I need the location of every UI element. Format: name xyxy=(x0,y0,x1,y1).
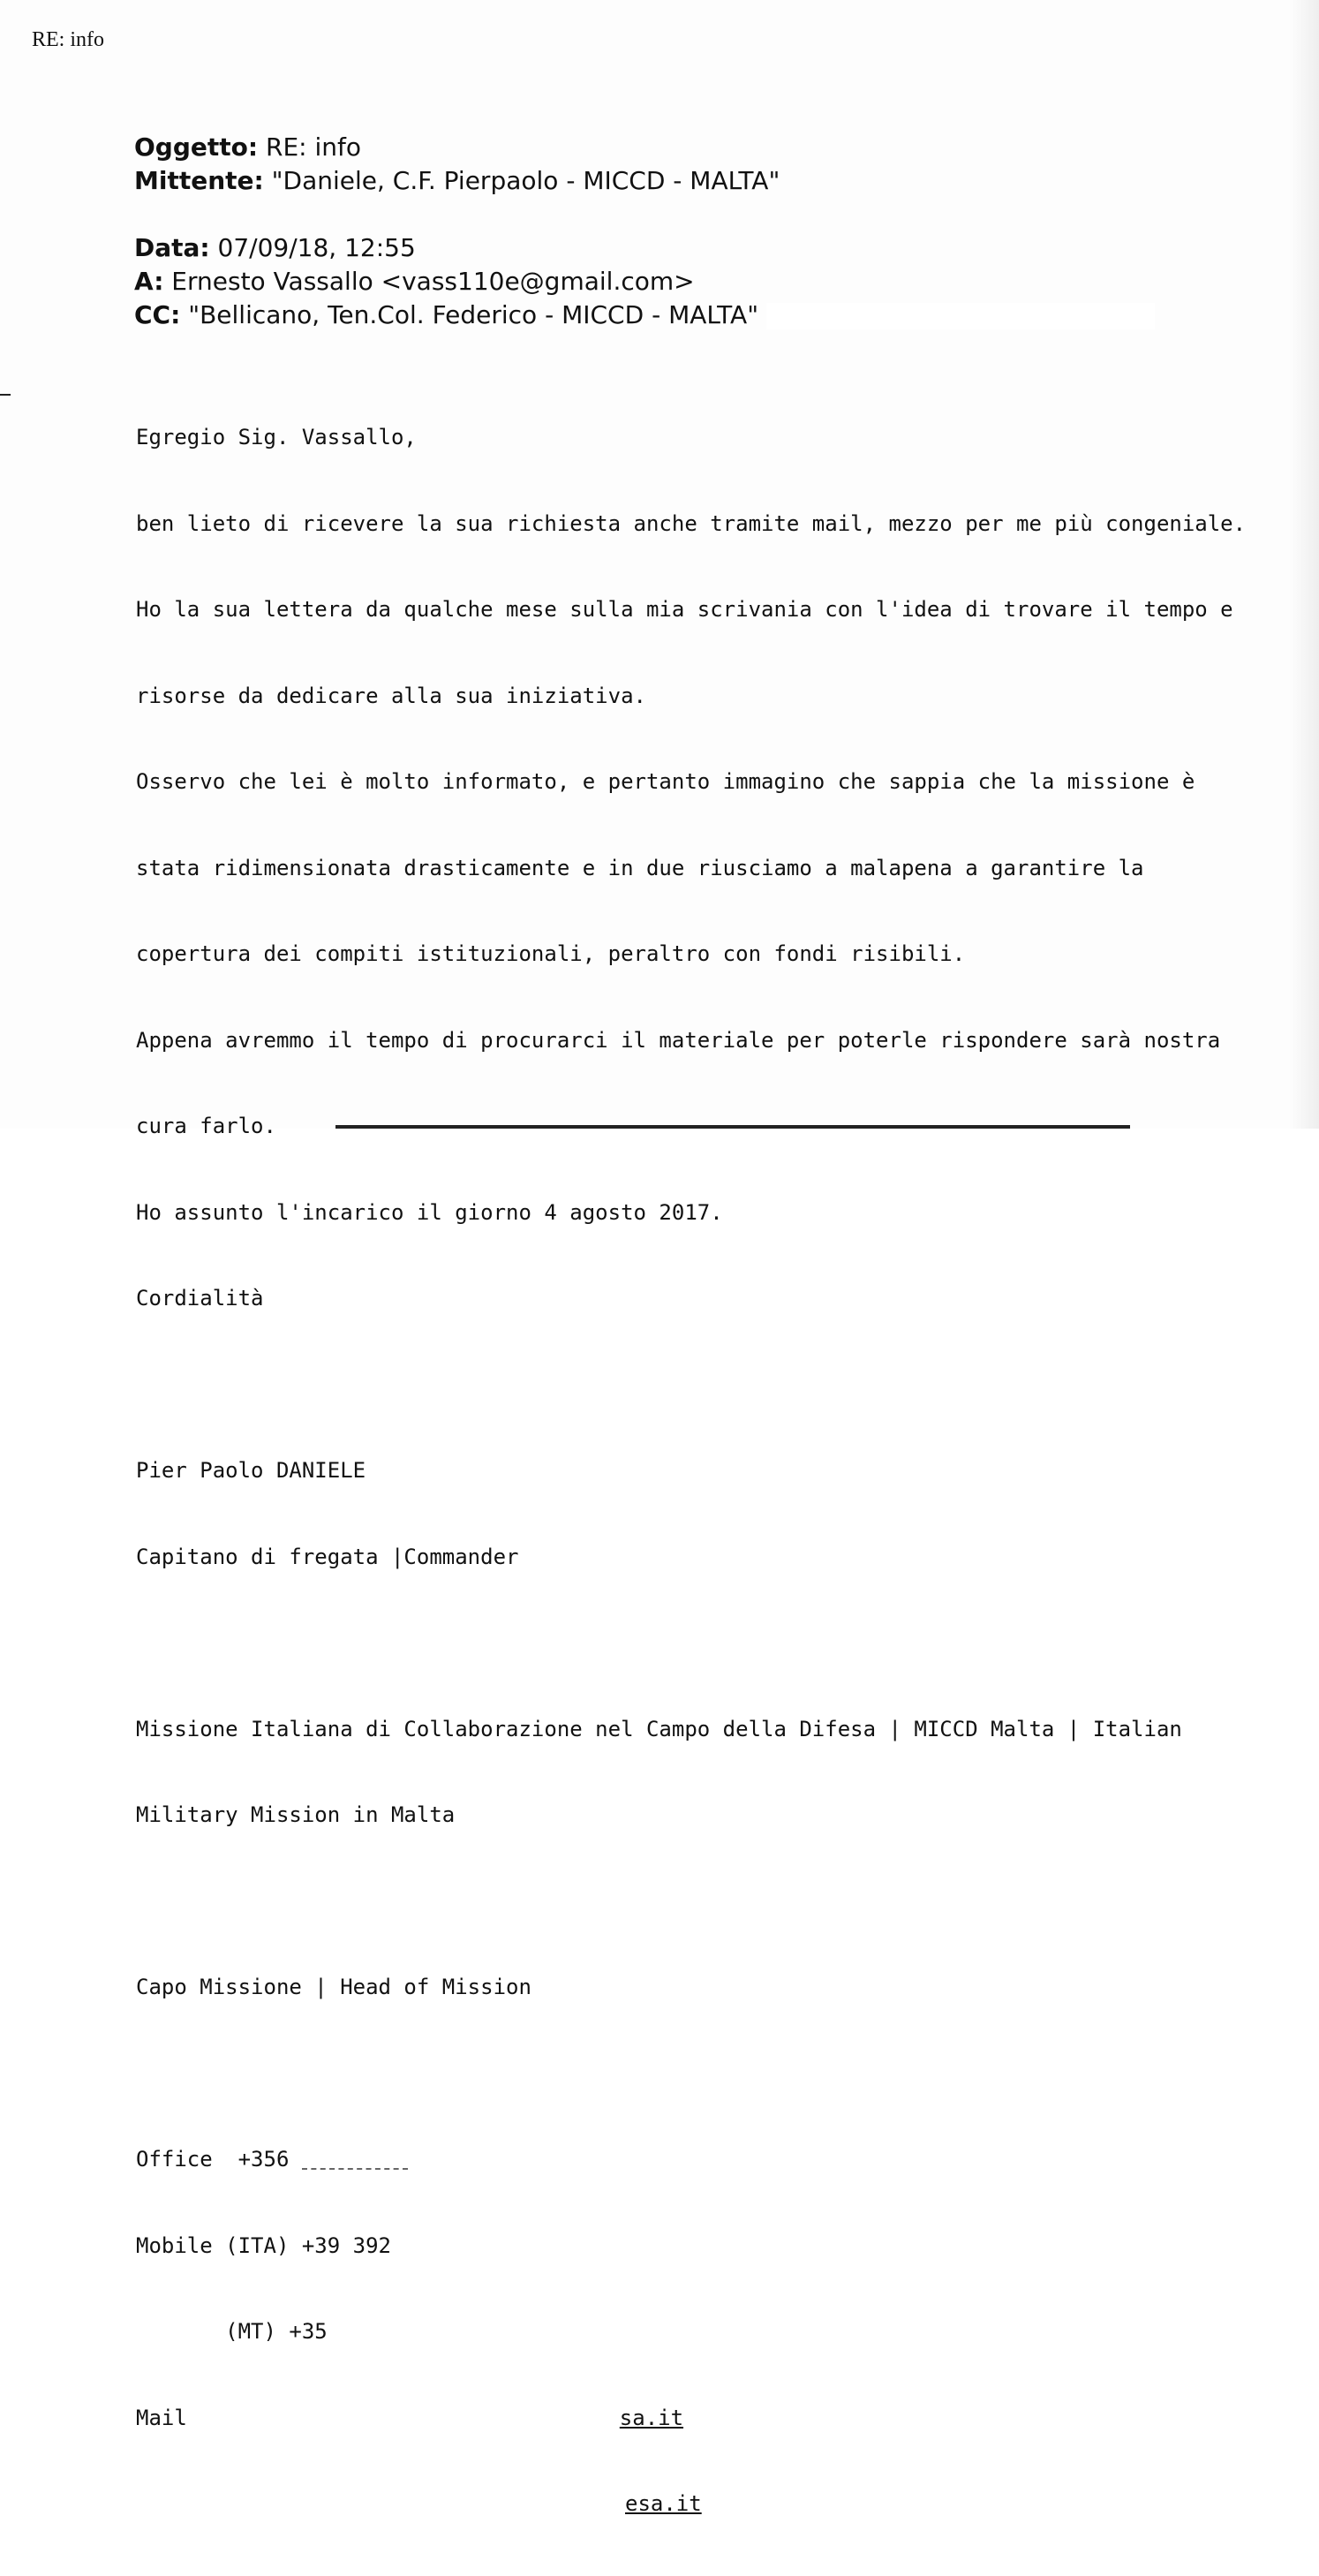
office-phone-row xyxy=(136,2145,1246,2174)
body-line: ben lieto di ricevere la sua richiesta anche tramite mail, mezzo per me più congeniale. xyxy=(136,510,1247,536)
redacted-office-number xyxy=(302,2150,408,2170)
subject-value: RE: info xyxy=(266,132,361,162)
to-value: Ernesto Vassallo <vass110e@gmail.com> xyxy=(171,267,695,296)
mail-label: Mail xyxy=(136,2405,187,2430)
subject-label: Oggetto: xyxy=(134,132,259,162)
mail-link-fragment-2[interactable]: esa.it xyxy=(625,2491,702,2516)
mobile-ita-row xyxy=(136,2232,1246,2261)
signature-rank: Capitano di fregata |Commander xyxy=(136,1544,519,1569)
scan-margin-mark xyxy=(0,394,11,396)
mobile-mt-label: (MT) +35 xyxy=(136,2319,328,2344)
closing: Cordialità xyxy=(136,1286,264,1311)
email-headers xyxy=(134,131,1155,332)
cc-value: "Bellicano, Ten.Col. Federico - MICCD - MALTA" xyxy=(188,300,759,329)
scan-bottom-edge xyxy=(335,1125,1130,1129)
to-row xyxy=(134,265,1155,298)
mail-row xyxy=(136,2404,1246,2433)
signature-role: Capo Missione | Head of Mission xyxy=(136,1975,531,1999)
cc-row xyxy=(134,298,1155,332)
sender-value: "Daniele, C.F. Pierpaolo - MICCD - MALTA" xyxy=(271,166,780,195)
redacted-mt-number xyxy=(328,2319,654,2346)
body-line: Appena avremmo il tempo di procurarci il materiale per poterle rispondere sarà nostra xyxy=(136,1027,1221,1053)
body-line: cura farlo. xyxy=(136,1114,276,1138)
page-title: RE: info xyxy=(32,28,104,51)
mail-row-2 xyxy=(136,2489,1246,2519)
date-label: Data: xyxy=(134,233,210,262)
cc-label: CC: xyxy=(134,300,181,329)
mobile-mt-row xyxy=(136,2317,1246,2346)
redacted-sender-address xyxy=(134,198,1155,231)
body-line: copertura dei compiti istituzionali, peraltro con fondi risibili. xyxy=(136,941,966,966)
date-value: 07/09/18, 12:55 xyxy=(217,233,416,262)
signature-name: Pier Paolo DANIELE xyxy=(136,1458,366,1483)
sender-label: Mittente: xyxy=(134,166,264,195)
sender-row xyxy=(134,164,1155,198)
mobile-ita-label: Mobile (ITA) +39 392 xyxy=(136,2232,404,2258)
body-line: Ho la sua lettera da qualche mese sulla mia scrivania con l'idea di trovare il tempo e xyxy=(136,597,1233,622)
body-line: stata ridimensionata drasticamente e in due riusciamo a malapena a garantire la xyxy=(136,855,1144,880)
subject-row xyxy=(134,131,1155,164)
email-body xyxy=(136,366,1246,2576)
signature-mission: Missione Italiana di Collaborazione nel Campo della Difesa | MICCD Malta | Italian xyxy=(136,1716,1182,1741)
body-line: Osservo che lei è molto informato, e pertanto immagino che sappia che la missione è xyxy=(136,769,1195,794)
redacted-mail-2 xyxy=(136,2492,625,2517)
redacted-mail-1 xyxy=(187,2406,620,2431)
signature-mission: Military Mission in Malta xyxy=(136,1802,456,1827)
body-line: risorse da dedicare alla sua iniziativa. xyxy=(136,683,646,708)
redacted-mobile-number xyxy=(403,2233,730,2260)
to-label: A: xyxy=(134,267,164,296)
redacted-cc-address xyxy=(766,303,1155,329)
greeting: Egregio Sig. Vassallo, xyxy=(136,425,417,449)
office-label: Office +356 xyxy=(136,2147,302,2172)
scan-edge-shadow xyxy=(1289,0,1319,1129)
body-line: Ho assunto l'incarico il giorno 4 agosto 2017. xyxy=(136,1199,723,1225)
date-row xyxy=(134,231,1155,265)
mail-link-fragment[interactable]: sa.it xyxy=(619,2405,684,2430)
